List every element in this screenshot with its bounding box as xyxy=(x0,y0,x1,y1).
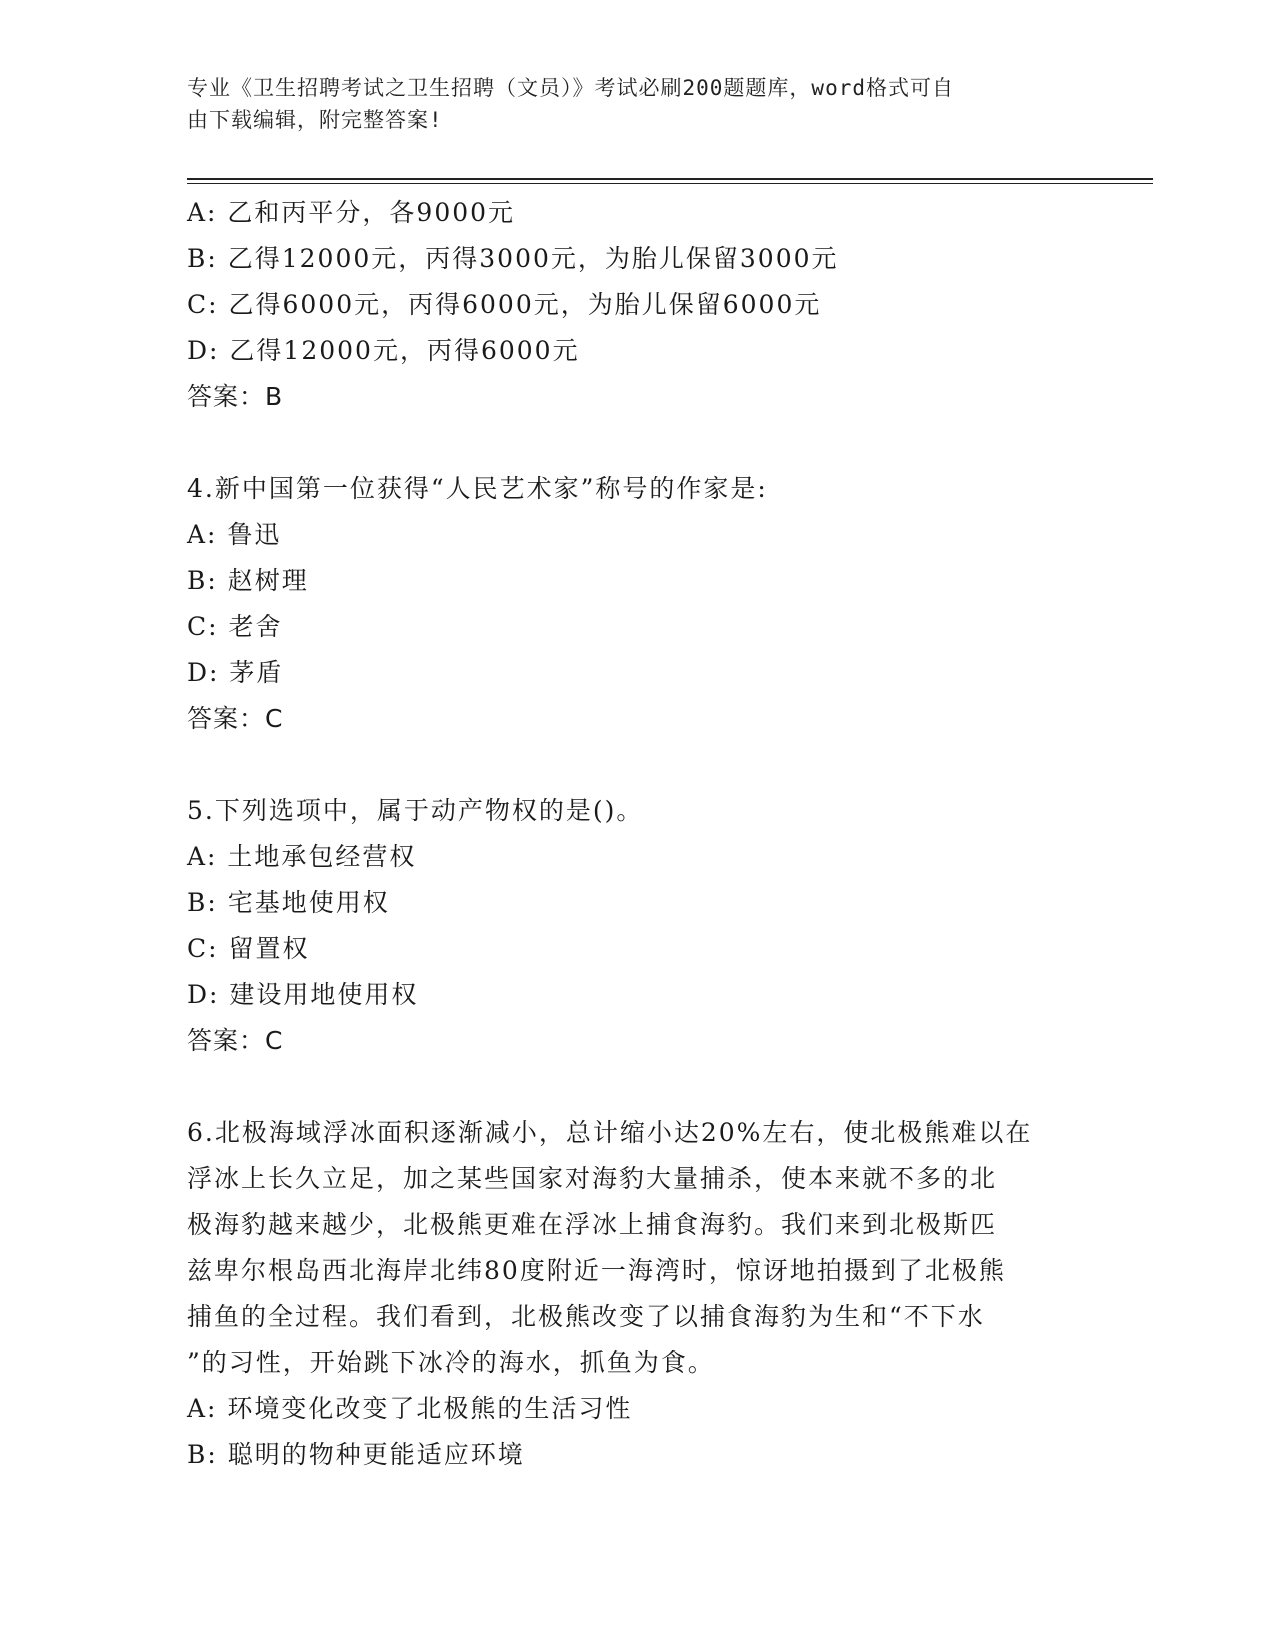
option-b: B: 乙得12000元，丙得3000元，为胎儿保留3000元 xyxy=(187,244,839,273)
option-d: D: 茅盾 xyxy=(187,658,284,687)
question-6 xyxy=(187,1110,1087,1478)
option-b: B: 赵树理 xyxy=(187,566,309,595)
question-text-line: 浮冰上长久立足，加之某些国家对海豹大量捕杀，使本来就不多的北 xyxy=(187,1164,998,1193)
option-a: A: 乙和丙平分，各9000元 xyxy=(187,198,516,227)
answer: 答案：C xyxy=(187,704,284,733)
option-a: A: 鲁迅 xyxy=(187,520,282,549)
header-line-2: 由下载编辑，附完整答案! xyxy=(187,108,443,132)
question-3 xyxy=(187,190,1087,420)
question-text-line: 极海豹越来越少，北极熊更难在浮冰上捕食海豹。我们来到北极斯匹 xyxy=(187,1210,998,1239)
question-text: 4.新中国第一位获得“人民艺术家”称号的作家是: xyxy=(187,474,768,503)
question-text-line: 兹卑尔根岛西北海岸北纬80度附近一海湾时，惊讶地拍摄到了北极熊 xyxy=(187,1256,1006,1285)
spacer xyxy=(187,420,1087,466)
question-text-line: ”的习性，开始跳下冰冷的海水，抓鱼为食。 xyxy=(187,1348,715,1377)
option-a: A: 土地承包经营权 xyxy=(187,842,417,871)
document-header xyxy=(187,72,1087,136)
option-c: C: 留置权 xyxy=(187,934,310,963)
document-body xyxy=(187,190,1087,1478)
header-divider-thin xyxy=(187,183,1153,184)
answer: 答案：B xyxy=(187,382,284,411)
spacer xyxy=(187,742,1087,788)
spacer xyxy=(187,1064,1087,1110)
option-d: D: 建设用地使用权 xyxy=(187,980,419,1009)
option-d: D: 乙得12000元，丙得6000元 xyxy=(187,336,580,365)
option-a: A: 环境变化改变了北极熊的生活习性 xyxy=(187,1394,633,1423)
answer: 答案：C xyxy=(187,1026,284,1055)
option-b: B: 聪明的物种更能适应环境 xyxy=(187,1440,525,1469)
option-b: B: 宅基地使用权 xyxy=(187,888,390,917)
question-text-line: 捕鱼的全过程。我们看到，北极熊改变了以捕食海豹为生和“不下水 xyxy=(187,1302,985,1331)
question-4 xyxy=(187,466,1087,742)
question-text-line: 6.北极海域浮冰面积逐渐减小，总计缩小达20%左右，使北极熊难以在 xyxy=(187,1118,1033,1147)
header-divider-thick xyxy=(187,178,1153,180)
question-5 xyxy=(187,788,1087,1064)
question-text: 5.下列选项中，属于动产物权的是()。 xyxy=(187,796,644,825)
option-c: C: 老舍 xyxy=(187,612,283,641)
option-c: C: 乙得6000元，丙得6000元，为胎儿保留6000元 xyxy=(187,290,822,319)
header-line-1: 专业《卫生招聘考试之卫生招聘（文员）》考试必刷200题题库，word格式可自 xyxy=(187,76,954,100)
